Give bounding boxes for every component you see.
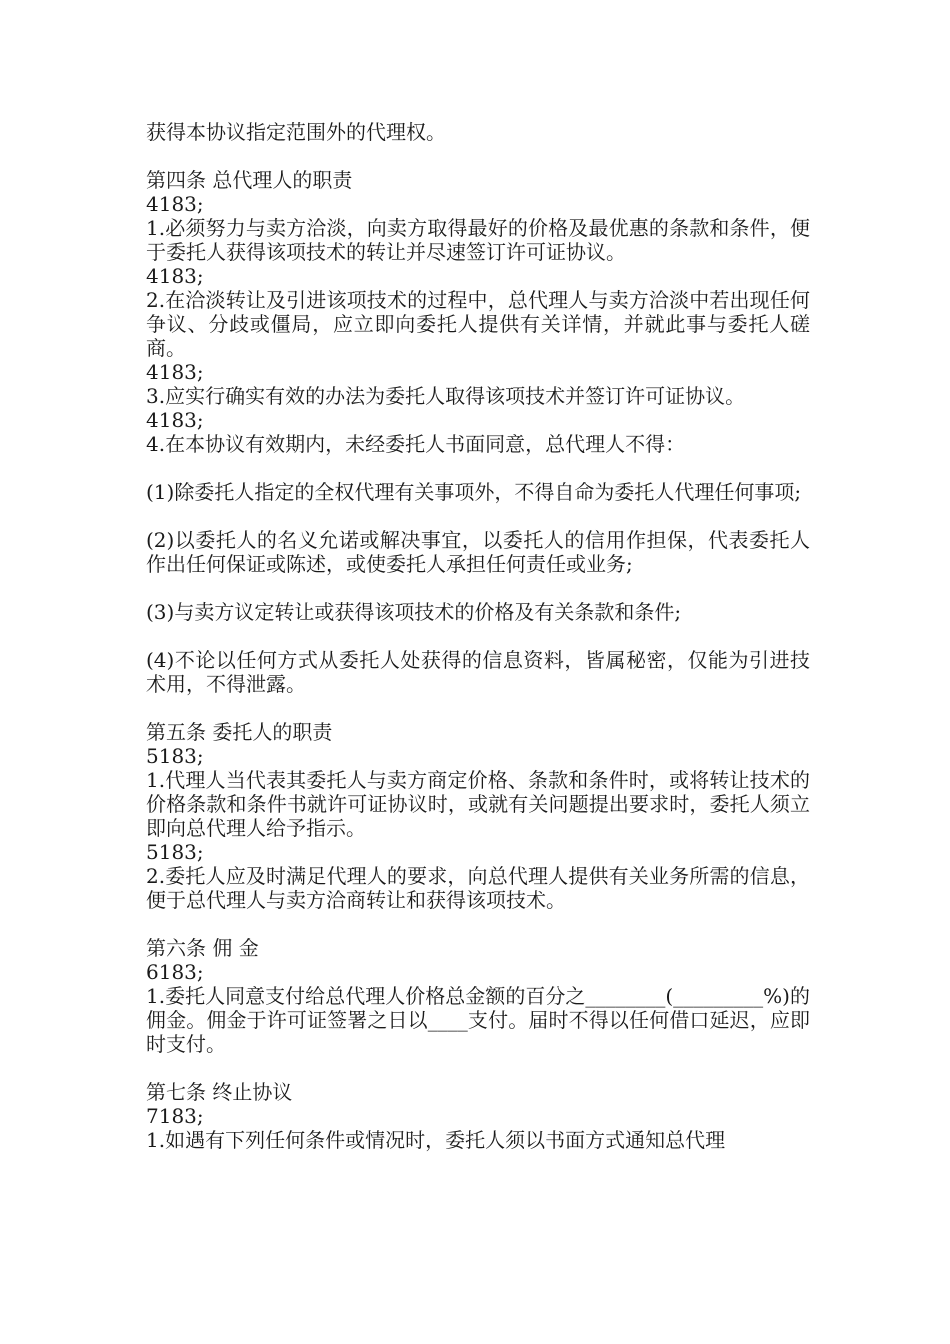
paragraph: 2.委托人应及时满足代理人的要求，向总代理人提供有关业务所需的信息，便于总代理人与卖方洽商转让和获得该项技术。	[146, 864, 810, 912]
paragraph-gap	[146, 696, 810, 720]
paragraph: 4.在本协议有效期内，未经委托人书面同意，总代理人不得：	[146, 432, 686, 456]
article-heading: 第四条 总代理人的职责	[146, 168, 353, 192]
document-body	[146, 120, 810, 1152]
paragraph-gap	[146, 456, 810, 480]
paragraph: 7183;	[146, 1104, 204, 1128]
paragraph: 4183;	[146, 192, 204, 216]
paragraph: 1.代理人当代表其委托人与卖方商定价格、条款和条件时，或将转让技术的价格条款和条件书就许可证协议时，或就有关问题提出要求时，委托人须立即向总代理人给予指示。	[146, 768, 810, 840]
paragraph-gap	[146, 624, 810, 648]
article-heading: 第七条 终止协议	[146, 1080, 293, 1104]
paragraph: (3)与卖方议定转让或获得该项技术的价格及有关条款和条件;	[146, 600, 682, 624]
paragraph: 4183;	[146, 360, 204, 384]
paragraph-gap	[146, 144, 810, 168]
paragraph: 6183;	[146, 960, 204, 984]
article-heading: 第六条 佣 金	[146, 936, 259, 960]
paragraph: 1.委托人同意支付给总代理人价格总金额的百分之________(_________%)的佣金。佣金于许可证签署之日以____支付。届时不得以任何借口延迟，应即时支付。	[146, 984, 810, 1056]
paragraph: 4183;	[146, 408, 204, 432]
paragraph-gap	[146, 504, 810, 528]
paragraph: (2)以委托人的名义允诺或解决事宜，以委托人的信用作担保，代表委托人作出任何保证或陈述，或使委托人承担任何责任或业务;	[146, 528, 810, 576]
paragraph: 5183;	[146, 840, 204, 864]
paragraph-gap	[146, 1056, 810, 1080]
article-heading: 第五条 委托人的职责	[146, 720, 333, 744]
paragraph: 1.如遇有下列任何条件或情况时，委托人须以书面方式通知总代理	[146, 1128, 726, 1152]
paragraph: 5183;	[146, 744, 204, 768]
paragraph-gap	[146, 576, 810, 600]
paragraph: (4)不论以任何方式从委托人处获得的信息资料，皆属秘密，仅能为引进技术用，不得泄露。	[146, 648, 810, 696]
paragraph: (1)除委托人指定的全权代理有关事项外，不得自命为委托人代理任何事项;	[146, 480, 802, 504]
paragraph-gap	[146, 912, 810, 936]
paragraph: 4183;	[146, 264, 204, 288]
paragraph: 1.必须努力与卖方洽淡，向卖方取得最好的价格及最优惠的条款和条件，便于委托人获得该项技术的转让并尽速签订许可证协议。	[146, 216, 810, 264]
paragraph: 获得本协议指定范围外的代理权。	[146, 120, 446, 144]
paragraph: 3.应实行确实有效的办法为委托人取得该项技术并签订许可证协议。	[146, 384, 746, 408]
paragraph: 2.在洽淡转让及引进该项技术的过程中，总代理人与卖方洽淡中若出现任何争议、分歧或僵局，应立即向委托人提供有关详情，并就此事与委托人磋商。	[146, 288, 810, 360]
